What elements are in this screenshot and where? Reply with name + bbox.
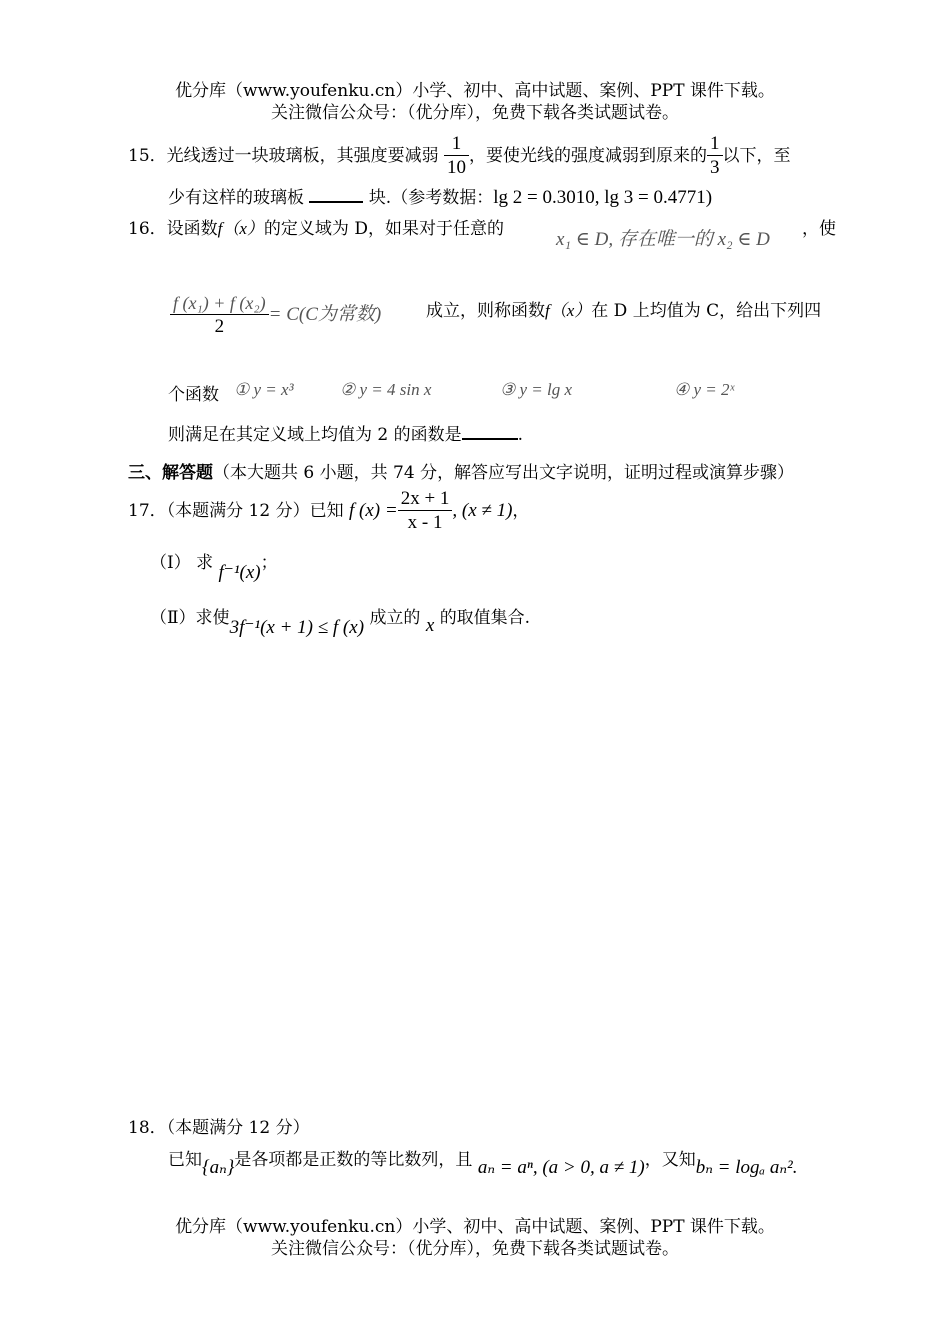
q18-number: 18． bbox=[128, 1118, 167, 1138]
q15-number: 15． bbox=[128, 146, 167, 166]
section-3-note: （本大题共 6 小题，共 74 分，解答应写出文字说明，证明过程或演算步骤） bbox=[213, 463, 795, 483]
q15-text-c: 以下，至 bbox=[722, 146, 791, 166]
section-3-title: 三、解答题 bbox=[128, 463, 213, 483]
q16-condition: x₁ ∈ D, 存在唯一的 x₂ ∈ D bbox=[556, 229, 770, 250]
q15-line-2 bbox=[168, 183, 712, 209]
q16-fraction bbox=[170, 292, 269, 339]
q17-part2-end: 的取值集合. bbox=[439, 608, 531, 628]
q15-frac2-den: 3 bbox=[710, 157, 720, 178]
q17-fraction bbox=[398, 488, 453, 535]
q16-text-c: ，使 bbox=[802, 219, 836, 239]
q17-part1-end: ； bbox=[260, 553, 278, 573]
q16-fx-2: f（x） bbox=[545, 301, 592, 320]
q16-function-3: ③ y = lg x bbox=[500, 380, 573, 399]
q15-fraction-1 bbox=[444, 133, 469, 180]
q16-text-b: 的定义域为 D，如果对于任意的 bbox=[263, 219, 504, 239]
q17-part-2 bbox=[150, 603, 531, 638]
q17-part2-x: x bbox=[425, 615, 435, 636]
q18-equation-1: aₙ = aⁿ, (a > 0, a ≠ 1) bbox=[477, 1157, 645, 1178]
q17-part1-expr: f⁻¹(x) bbox=[218, 562, 261, 583]
q15-frac2-num: 1 bbox=[707, 133, 723, 156]
section-3-heading bbox=[128, 458, 794, 483]
q18-sequence: {aₙ} bbox=[202, 1157, 235, 1178]
q16-fx: f（x） bbox=[217, 219, 264, 238]
q16-equation bbox=[170, 292, 381, 339]
q16-line-2 bbox=[426, 296, 821, 321]
q16-last-end: . bbox=[517, 425, 524, 445]
q16-last-text: 则满足在其定义域上均值为 2 的函数是 bbox=[168, 425, 462, 445]
footer-line-1: 优分库（www.youfenku.cn）小学、初中、高中试题、案例、PPT 课件下载。 bbox=[175, 1217, 775, 1237]
q17-part-1 bbox=[150, 548, 278, 583]
q17-end: ， bbox=[512, 501, 530, 521]
q15-text-a: 光线透过一块玻璃板，其强度要减弱 bbox=[166, 146, 439, 166]
footer-line-2: 关注微信公众号：（优分库），免费下载各类试题试卷。 bbox=[271, 1239, 679, 1259]
q15-fraction-2 bbox=[707, 133, 723, 180]
q16-functions-label: 个函数 bbox=[168, 385, 219, 405]
q18-text-b: 是各项都是正数的等比数列，且 bbox=[234, 1150, 473, 1170]
q17-part2-text: 成立的 bbox=[369, 608, 421, 628]
q15-frac1-num: 1 bbox=[444, 133, 469, 156]
q17-part1-label: （Ⅰ） 求 bbox=[150, 553, 214, 573]
q16-text-e: 在 D 上均值为 C，给出下列四 bbox=[591, 301, 822, 321]
q17-part2-expr: 3f⁻¹(x + 1) ≤ f (x) bbox=[229, 617, 365, 638]
q15-answer-blank bbox=[309, 185, 363, 203]
q15-line2-b: 块.（参考数据： bbox=[368, 188, 494, 208]
header-line-2: 关注微信公众号：（优分库），免费下载各类试题试卷。 bbox=[271, 103, 679, 123]
q18-line-1 bbox=[128, 1113, 310, 1138]
q16-function-2: ② y = 4 sin x bbox=[340, 380, 432, 399]
q17-number: 17． bbox=[128, 501, 167, 521]
q18-text-c: ，又知 bbox=[644, 1150, 696, 1170]
q17-line-1 bbox=[128, 488, 529, 535]
q15-line2-a: 少有这样的玻璃板 bbox=[168, 188, 304, 208]
q16-eq-denominator: 2 bbox=[214, 316, 225, 337]
q16-eq-numerator: f (x₁) + f (x₂) bbox=[170, 292, 269, 315]
q17-f-lhs: f (x) = bbox=[349, 500, 398, 521]
q15-reference-data: lg 2 = 0.3010, lg 3 = 0.4771) bbox=[493, 187, 713, 208]
q16-line-1 bbox=[128, 214, 504, 239]
q16-last-line bbox=[168, 420, 523, 445]
q18-line-2 bbox=[168, 1145, 798, 1178]
q17-f-numerator: 2x + 1 bbox=[398, 488, 453, 511]
q17-intro: （本题满分 12 分）已知 bbox=[166, 501, 344, 521]
q16-function-4: ④ y = 2ˣ bbox=[674, 380, 735, 399]
q15-frac1-den: 10 bbox=[447, 157, 467, 178]
q17-f-denominator: x - 1 bbox=[407, 512, 443, 533]
q18-equation-2: bₙ = logₐ aₙ². bbox=[695, 1157, 798, 1178]
q16-eq-rhs: = C(C为常数) bbox=[268, 304, 382, 325]
q16-function-1: ① y = x³ bbox=[234, 380, 294, 399]
q18-intro: （本题满分 12 分） bbox=[166, 1118, 310, 1138]
header-line-1: 优分库（www.youfenku.cn）小学、初中、高中试题、案例、PPT 课件下载。 bbox=[175, 81, 775, 101]
q16-text-a: 设函数 bbox=[166, 219, 218, 239]
q16-number: 16． bbox=[128, 219, 167, 239]
q17-part2-label: （Ⅱ）求使 bbox=[150, 608, 230, 628]
q16-answer-blank bbox=[462, 422, 518, 440]
q15-line-1 bbox=[128, 133, 791, 180]
q16-text-d: 成立，则称函数 bbox=[426, 301, 545, 321]
q18-text-a: 已知 bbox=[168, 1150, 202, 1170]
q15-text-b: ，要使光线的强度减弱到原来的 bbox=[469, 146, 708, 166]
q17-f-condition: , (x ≠ 1) bbox=[452, 500, 513, 521]
